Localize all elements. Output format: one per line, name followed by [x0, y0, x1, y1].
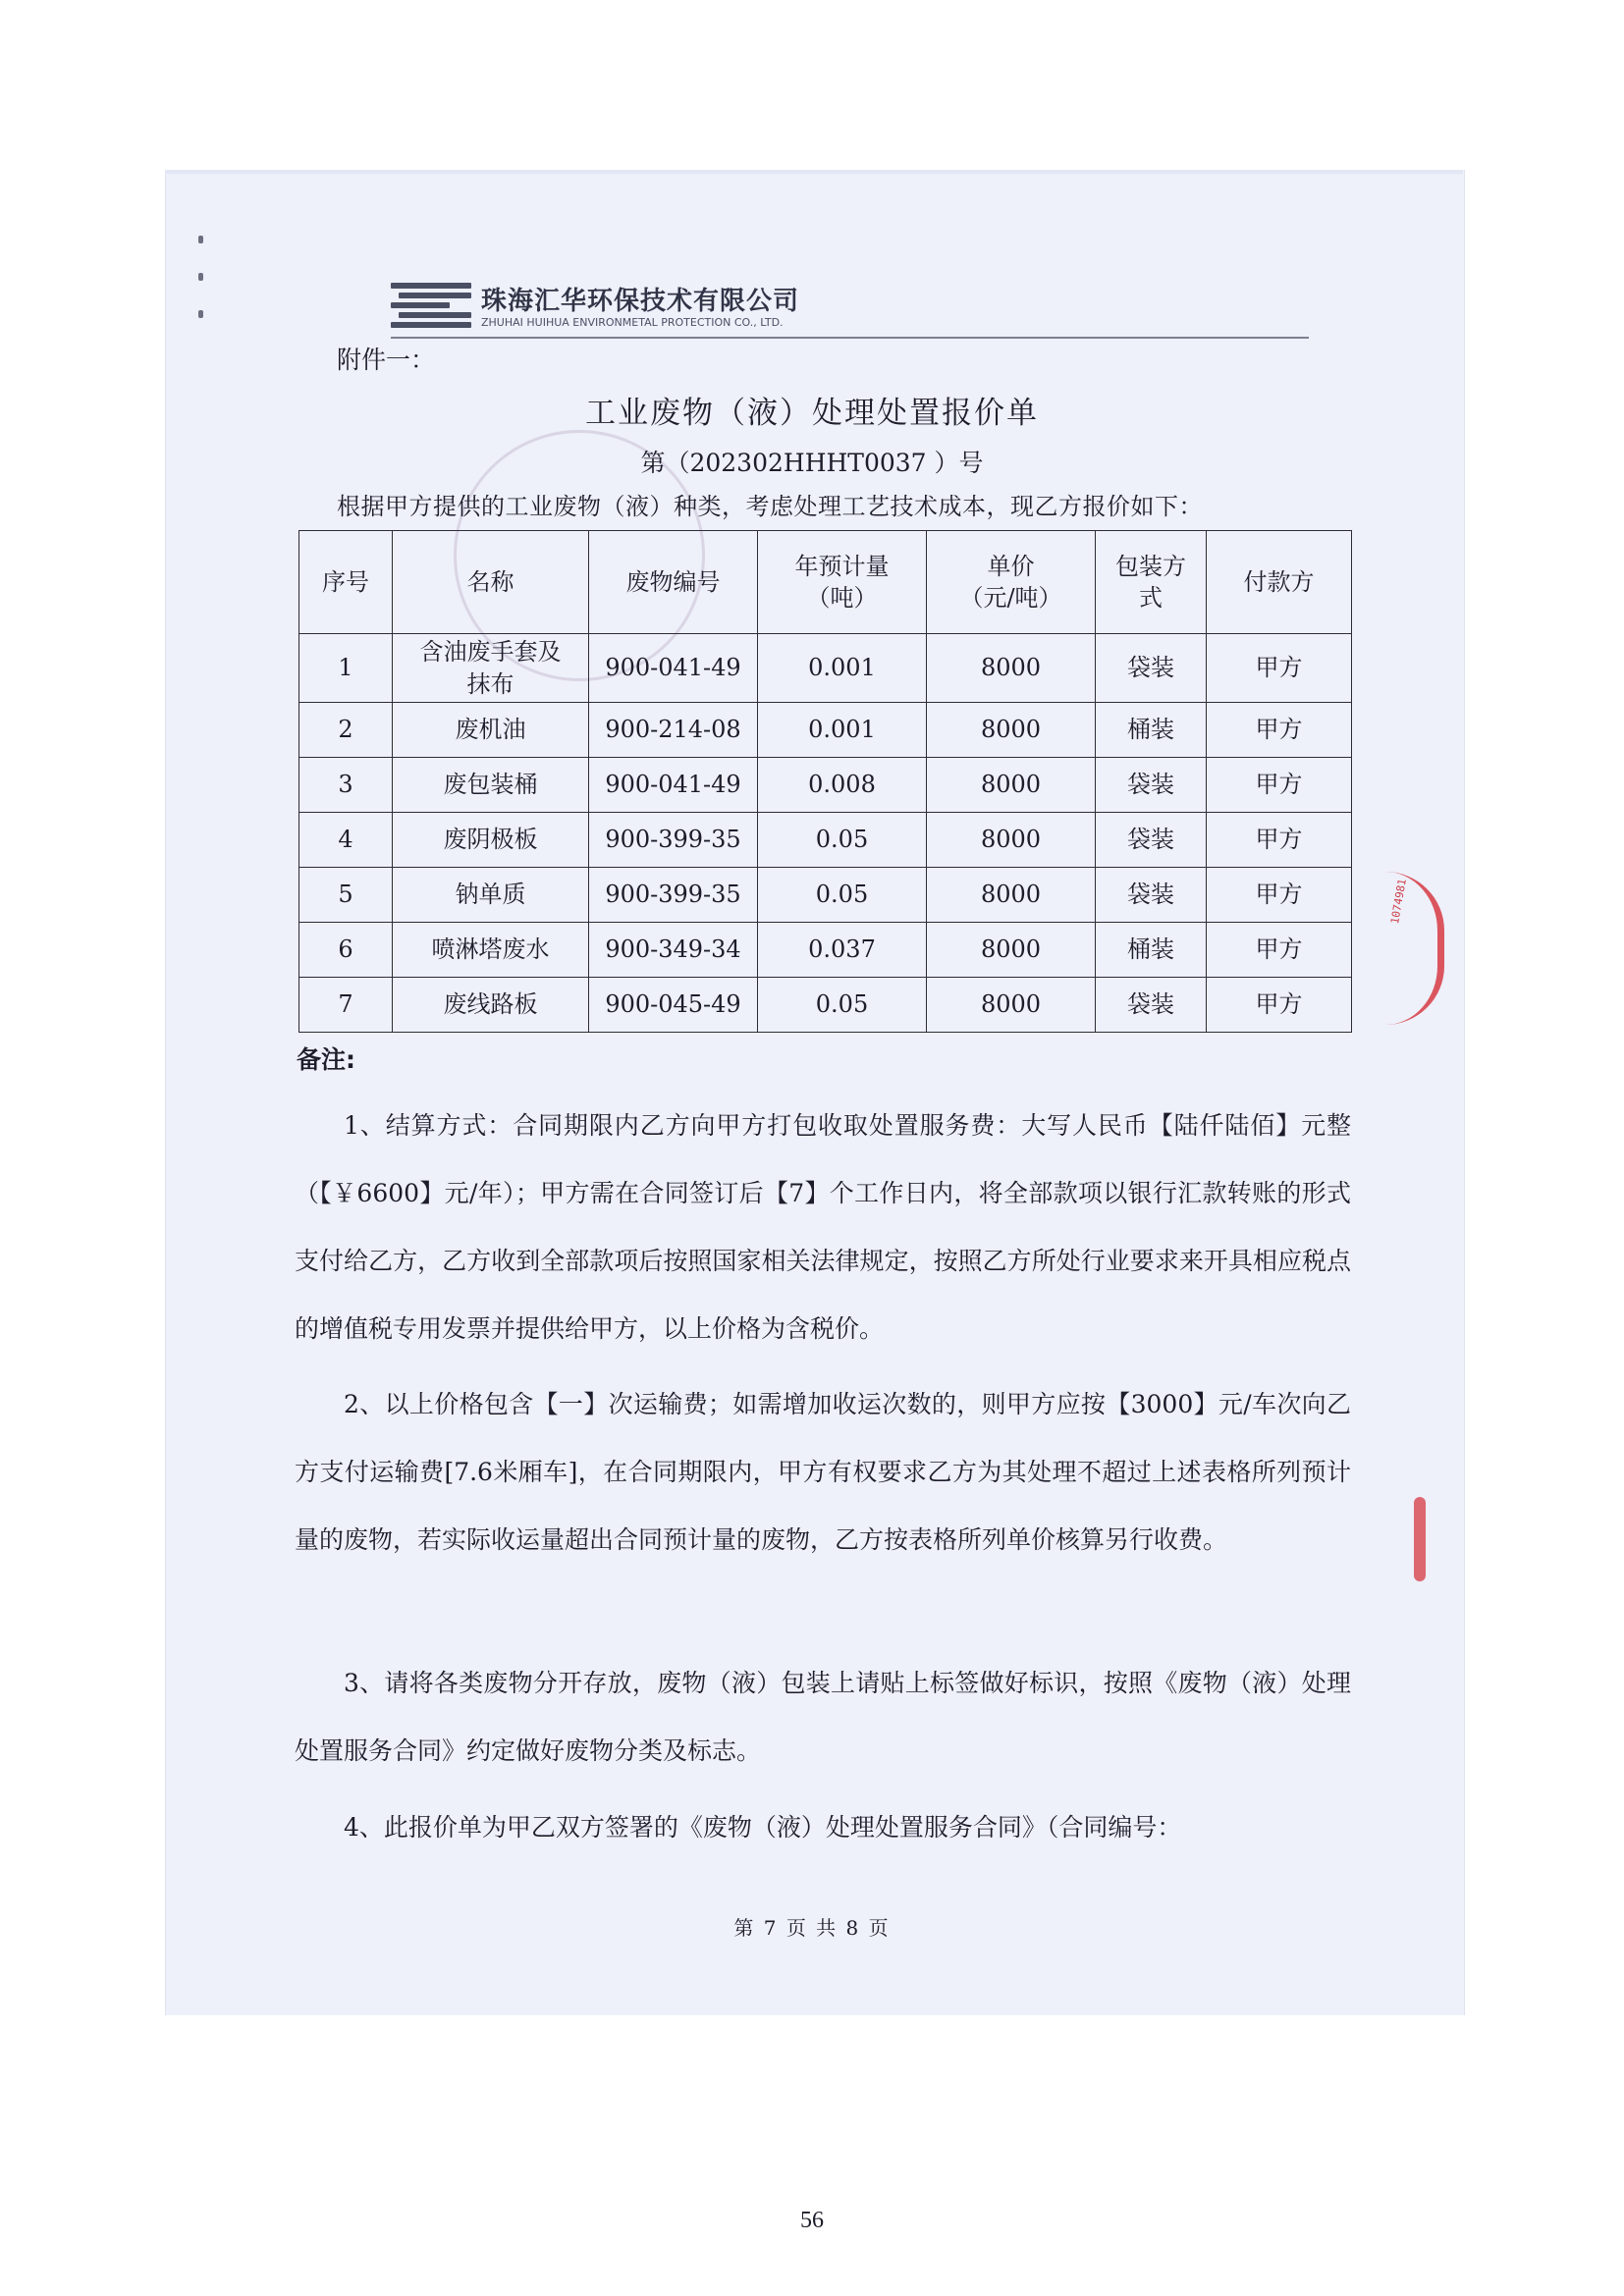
cell-name: 废阴极板	[393, 813, 589, 868]
cell-price: 8000	[927, 703, 1096, 758]
cell-price: 8000	[927, 758, 1096, 813]
cell-qty: 0.05	[758, 813, 927, 868]
cell-packaging: 袋装	[1096, 978, 1207, 1033]
cell-code: 900-399-35	[589, 868, 758, 923]
cell-packaging: 袋装	[1096, 868, 1207, 923]
scan-edge	[165, 170, 1463, 174]
cell-qty: 0.05	[758, 868, 927, 923]
cell-price: 8000	[927, 634, 1096, 703]
table-row	[299, 923, 1352, 978]
quotation-table	[298, 530, 1352, 1033]
header-code: 废物编号	[589, 531, 758, 634]
note-item-contract: 4、此报价单为甲乙双方签署的《废物（液）处理处置服务合同》（合同编号：	[344, 1813, 1182, 1842]
notes-heading: 备注:	[297, 1045, 355, 1074]
table-header-row	[299, 531, 1352, 634]
punch-hole-mark	[198, 236, 203, 243]
cell-code: 900-214-08	[589, 703, 758, 758]
page-number: 56	[800, 2208, 824, 2233]
cell-payer: 甲方	[1207, 978, 1352, 1033]
cell-code: 900-399-35	[589, 813, 758, 868]
company-name-en: ZHUHAI HUIHUA ENVIRONMETAL PROTECTION CO., LTD.	[481, 316, 784, 329]
cell-name: 废机油	[393, 703, 589, 758]
punch-hole-mark	[198, 273, 203, 281]
cell-seq: 2	[299, 703, 393, 758]
cell-seq: 7	[299, 978, 393, 1033]
cell-price: 8000	[927, 868, 1096, 923]
table-row	[299, 758, 1352, 813]
letterhead-divider	[391, 337, 1309, 339]
header-annual-qty: 年预计量 （吨）	[758, 531, 927, 634]
header-seq: 序号	[299, 531, 393, 634]
note-item-transport: 2、以上价格包含【一】次运输费；如需增加收运次数的，则甲方应按【3000】元/车次向乙方支付运输费[7.6米厢车]，在合同期限内，甲方有权要求乙方为其处理不超过上述表格所列预计量的废物，若实际收运量超出合同预计量的废物，乙方按表格所列单价核算另行收费。	[295, 1390, 1351, 1554]
punch-hole-mark	[198, 310, 203, 318]
table-row	[299, 813, 1352, 868]
note-item-storage: 3、请将各类废物分开存放，废物（液）包装上请贴上标签做好标识，按照《废物（液）处理处置服务合同》约定做好废物分类及标志。	[295, 1669, 1351, 1765]
table-row	[299, 703, 1352, 758]
cell-seq: 1	[299, 634, 393, 703]
table-row	[299, 868, 1352, 923]
cell-payer: 甲方	[1207, 758, 1352, 813]
header-unit-price: 单价 （元/吨）	[927, 531, 1096, 634]
cell-qty: 0.008	[758, 758, 927, 813]
cell-payer: 甲方	[1207, 923, 1352, 978]
cell-price: 8000	[927, 813, 1096, 868]
cell-packaging: 桶装	[1096, 923, 1207, 978]
cell-code: 900-041-49	[589, 634, 758, 703]
cell-name: 废线路板	[393, 978, 589, 1033]
cell-packaging: 袋装	[1096, 813, 1207, 868]
cell-name: 钠单质	[393, 868, 589, 923]
red-seam-seal-fragment	[1414, 1497, 1426, 1581]
seam-seal-number: 1074981	[1388, 878, 1409, 926]
cell-code: 900-045-49	[589, 978, 758, 1033]
cell-packaging: 袋装	[1096, 758, 1207, 813]
cell-name: 含油废手套及 抹布	[393, 634, 589, 703]
intro-text: 根据甲方提供的工业废物（液）种类，考虑处理工艺技术成本，现乙方报价如下：	[337, 493, 1203, 520]
cell-payer: 甲方	[1207, 634, 1352, 703]
table-row	[299, 634, 1352, 703]
cell-code: 900-349-34	[589, 923, 758, 978]
cell-payer: 甲方	[1207, 703, 1352, 758]
cell-name: 废包装桶	[393, 758, 589, 813]
company-logo-icon	[391, 283, 471, 330]
header-name: 名称	[393, 531, 589, 634]
cell-qty: 0.001	[758, 703, 927, 758]
page-indicator: 第 7 页 共 8 页	[733, 1916, 891, 1940]
cell-packaging: 袋装	[1096, 634, 1207, 703]
cell-seq: 6	[299, 923, 393, 978]
cell-seq: 4	[299, 813, 393, 868]
cell-price: 8000	[927, 923, 1096, 978]
cell-packaging: 桶装	[1096, 703, 1207, 758]
header-payer: 付款方	[1207, 531, 1352, 634]
cell-code: 900-041-49	[589, 758, 758, 813]
cell-payer: 甲方	[1207, 868, 1352, 923]
header-packaging: 包装方 式	[1096, 531, 1207, 634]
note-item-settlement: 1、结算方式：合同期限内乙方向甲方打包收取处置服务费：大写人民币【陆仟陆佰】元整（【￥6600】元/年）；甲方需在合同签订后【7】个工作日内，将全部款项以银行汇款转账的形式支付给乙方，乙方收到全部款项后按照国家相关法律规定，按照乙方所处行业要求来开具相应税点的增值税专用发票并提供给甲方，以上价格为含税价。	[295, 1111, 1351, 1343]
attachment-label: 附件一：	[337, 346, 436, 374]
cell-qty: 0.037	[758, 923, 927, 978]
cell-price: 8000	[927, 978, 1096, 1033]
cell-qty: 0.05	[758, 978, 927, 1033]
cell-seq: 5	[299, 868, 393, 923]
cell-name: 喷淋塔废水	[393, 923, 589, 978]
document-title: 工业废物（液）处理处置报价单	[585, 396, 1039, 431]
company-name-cn: 珠海汇华环保技术有限公司	[481, 287, 800, 316]
cell-seq: 3	[299, 758, 393, 813]
cell-qty: 0.001	[758, 634, 927, 703]
cell-payer: 甲方	[1207, 813, 1352, 868]
table-row	[299, 978, 1352, 1033]
document-number: 第（202302HHHT0037 ）号	[640, 449, 984, 477]
